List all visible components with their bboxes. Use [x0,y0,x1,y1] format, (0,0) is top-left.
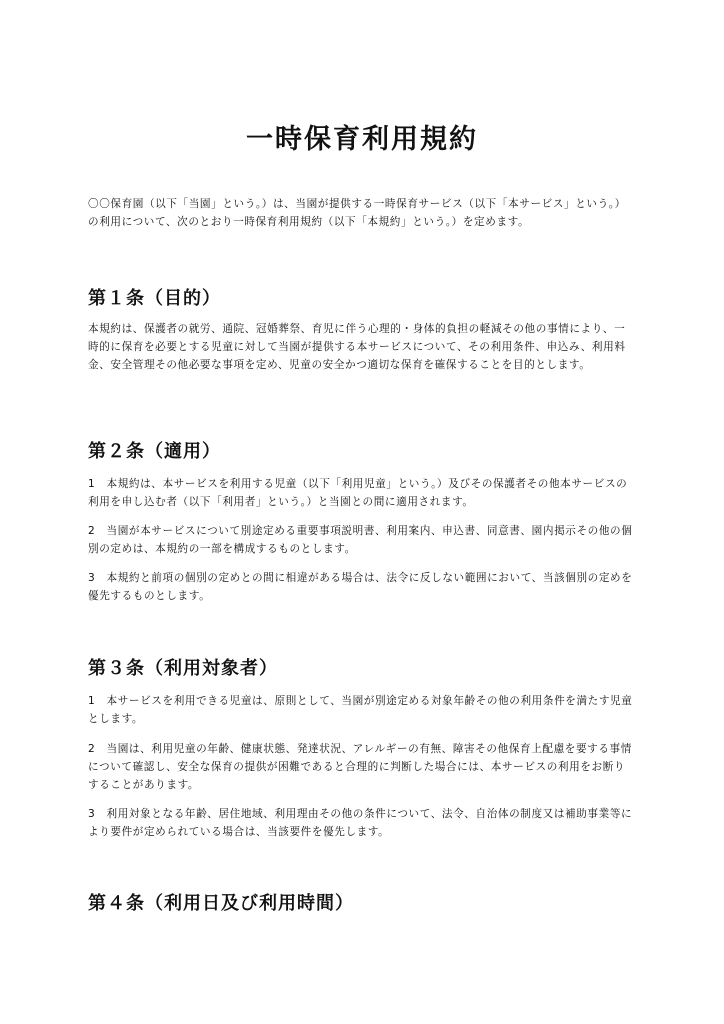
article-2-paragraph-1: 1 本規約は、本サービスを利用する児童（以下「利用児童」という。）及びその保護者その他本サービスの利用を申し込む者（以下「利用者」という。）と当園との間に適用されます。 [88,478,628,508]
intro-paragraph: 〇〇保育園（以下「当園」という。）は、当園が提供する一時保育サービス（以下「本サービス」という。）の利用について、次のとおり一時保育利用規約（以下「本規約」という。）を定めます。 [88,198,626,228]
article-3-paragraph-1: 1 本サービスを利用できる児童は、原則として、当園が別途定める対象年齢その他の利用条件を満たす児童とします。 [88,695,633,725]
article-3-heading: 第３条（利用対象者） [88,658,278,679]
article-1-heading: 第１条（目的） [88,288,221,309]
article-2-paragraph-2: 2 当園が本サービスについて別途定める重要事項説明書、利用案内、申込書、同意書、園内掲示その他の個別の定めは、本規約の一部を構成するものとします。 [88,525,633,555]
article-4-heading: 第４条（利用日及び利用時間） [88,893,354,914]
article-3-paragraph-2: 2 当園は、利用児童の年齢、健康状態、発達状況、アレルギーの有無、障害その他保育上配慮を要する事情について確認し、安全な保育の提供が困難であると合理的に判断した場合には、本サービスの利用をお断りすることがあります。 [88,743,632,791]
article-2-paragraph-3: 3 本規約と前項の個別の定めとの間に相違がある場合は、法令に反しない範囲において、当該個別の定めを優先するものとします。 [88,572,633,602]
document-title: 一時保育利用規約 [246,124,478,155]
article-1-paragraph-1: 本規約は、保護者の就労、通院、冠婚葬祭、育児に伴う心理的・身体的負担の軽減その他の事情により、一時的に保育を必要とする児童に対して当園が提供する本サービスについて、その利用条件、申込み、利用料金、安全管理その他必要な事項を定め、児童の安全かつ適切な保育を確保することを目的とします。 [88,323,626,371]
article-3-paragraph-3: 3 利用対象となる年齢、居住地域、利用理由その他の条件について、法令、自治体の制度又は補助事業等により要件が定められている場合は、当該要件を優先します。 [88,808,633,838]
article-2-heading: 第２条（適用） [88,441,221,462]
